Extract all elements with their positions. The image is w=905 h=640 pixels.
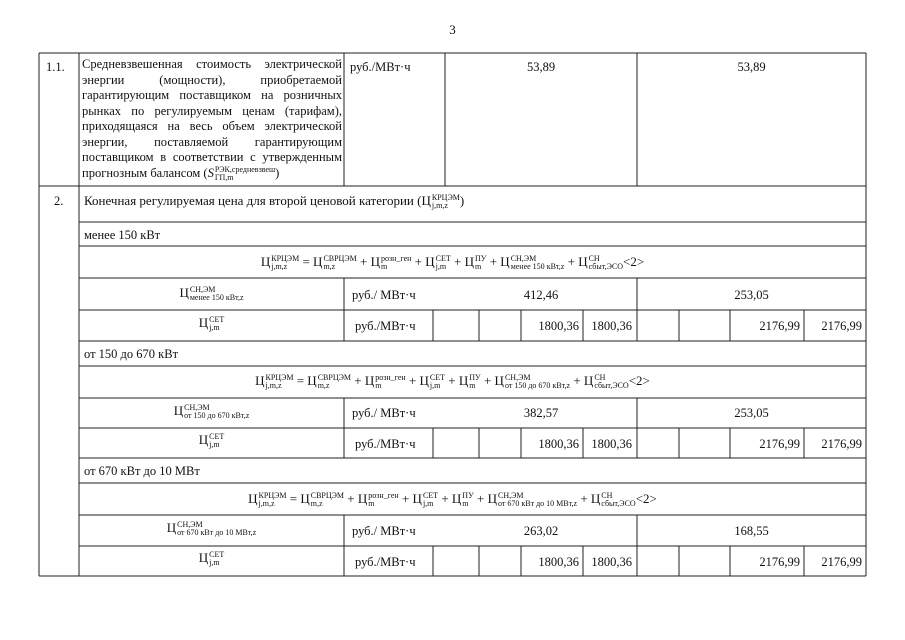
sn-label-2-sub: от 150 до 670 кВт,z — [184, 411, 250, 421]
set-label-3-sup: СЕТ — [209, 550, 225, 560]
unit-3a: руб./ МВт·ч — [352, 524, 416, 538]
set-value-1c: 2176,99 — [759, 319, 800, 333]
set-label-3-sub: j,m — [209, 558, 220, 568]
formula-t1-sup: СВРЦЭМ — [310, 491, 345, 501]
set-label-1-sub: j,m — [209, 323, 220, 333]
formula-t4-sup: ПУ — [462, 491, 474, 501]
range-label-1: менее 150 кВт — [84, 228, 161, 242]
sn-label-3-sup: СН,ЭМ — [177, 520, 203, 530]
formula-t3-sub: j,m — [422, 499, 434, 509]
sn-label-3-sub: от 670 кВт до 10 МВт,z — [177, 528, 257, 538]
formula-t4-sub: m — [462, 499, 469, 509]
sn-label-2-scripts — [184, 404, 249, 420]
unit-1b: руб./МВт·ч — [355, 319, 416, 333]
set-label-1: Ц СЕТ j,m — [198, 315, 225, 333]
formula-lhs-sub: j,m,z — [271, 262, 288, 272]
formula-t6-sup: СН — [601, 491, 613, 501]
row-1-1-unit: руб./МВт·ч — [350, 60, 411, 74]
symbol-s-scripts — [215, 166, 275, 182]
formula-t6 — [589, 255, 623, 271]
unit-3b: руб./МВт·ч — [355, 555, 416, 569]
formula-t5 — [511, 255, 565, 271]
set-label-1-sup: СЕТ — [209, 315, 225, 325]
formula-3: Ц КРЦЭМ j,m,z = Ц СВРЦЭМ m,z + Ц розн_ген m + Ц СЕТ j,m + Ц ПУ m + Ц СН,ЭМ от 670 кВт до 10 МВт,z + Ц СН сбыт,ЭСО <2> — [248, 491, 657, 509]
formula-t3-sub: j,m — [435, 262, 447, 272]
set-value-2b: 1800,36 — [591, 437, 632, 451]
row-number-1-1: 1.1. — [46, 60, 65, 74]
range-label-3: от 670 кВт до 10 МВт — [84, 464, 200, 478]
set-value-3a: 1800,36 — [538, 555, 579, 569]
formula-t5-sup: СН,ЭМ — [510, 254, 537, 264]
set-value-2c: 2176,99 — [759, 437, 800, 451]
set-value-3b: 1800,36 — [591, 555, 632, 569]
formula-t3-sub: j,m — [429, 381, 441, 391]
formula-t2-sup: розн_ген — [380, 254, 412, 264]
formula-t1 — [323, 255, 356, 271]
formula-t5 — [505, 374, 570, 390]
formula-t1-sub: m,z — [310, 499, 323, 509]
formula-lhs-sub: j,m,z — [265, 381, 282, 391]
formula-t5-sub: от 670 кВт до 10 МВт,z — [497, 499, 578, 509]
sn-value-2b: 253,05 — [734, 406, 769, 420]
row-1-1-description-text: Средневзвешенная стоимость электрической энергии (мощности), приобретаемой гарантирующим поставщиком на розничных рынках по регулируемым ценам (тарифам), приходящаяся на весь объем электрической энергии, поставляемой гарантирующим поставщиком в соответствии с утвержденным прогнозным балансом ( — [82, 57, 342, 180]
formula-t3 — [436, 255, 451, 271]
formula-t6 — [601, 492, 635, 508]
formula-t5-sup: СН,ЭМ — [497, 491, 524, 501]
sn-value-3a: 263,02 — [523, 524, 559, 538]
set-label-2: Ц СЕТ j,m — [198, 432, 225, 450]
formula-1: Ц КРЦЭМ j,m,z = Ц СВРЦЭМ m,z + Ц розн_ген m + Ц СЕТ j,m + Ц ПУ m + Ц СН,ЭМ менее 150 кВт,z + Ц СН сбыт,ЭСО <2> — [260, 254, 645, 272]
row-2-title-sup: КРЦЭМ — [431, 193, 460, 203]
sn-label-1-sup: СН,ЭМ — [189, 285, 216, 295]
unit-2b: руб./МВт·ч — [355, 437, 416, 451]
row-1-1-description: Средневзвешенная стоимость электрической энергии (мощности), приобретаемой гарантирующим поставщиком на розничных рынках по регулируемым ценам (тарифам), приходящаяся на весь объем электрической энергии, поставляемой гарантирующим поставщиком в соответствии с утвержденным прогнозным балансом (S РЭК,средневзвеш ГП,m ) — [82, 57, 342, 182]
formula-t4 — [469, 374, 480, 390]
formula-t4-sup: ПУ — [475, 254, 487, 264]
formula-t1-sub: m,z — [323, 262, 336, 272]
formula-t2-sup: розн_ген — [375, 373, 406, 383]
formula-t2 — [375, 374, 405, 390]
formula-t2 — [368, 492, 398, 508]
formula-t5 — [498, 492, 577, 508]
formula-t4 — [462, 492, 473, 508]
sn-label-2-sup: СН,ЭМ — [184, 403, 210, 413]
sn-value-2a: 382,57 — [523, 406, 559, 420]
formula-t5-sub: менее 150 кВт,z — [510, 262, 565, 272]
set-value-1d: 2176,99 — [821, 319, 862, 333]
formula-lhs-sup: КРЦЭМ — [258, 491, 287, 501]
formula-t5-sub: от 150 до 670 кВт,z — [504, 381, 571, 391]
formula-t3 — [430, 374, 445, 390]
sn-label-1-scripts — [190, 286, 244, 302]
formula-t2-sub: m — [368, 499, 375, 509]
formula-t2-sub: m — [375, 381, 382, 391]
row-2-title: Конечная регулируемая цена для второй ценовой категории (Ц КРЦЭМ j,m,z ) — [84, 193, 465, 211]
row-2-title-scripts — [432, 194, 460, 210]
formula-note: <2> — [622, 254, 645, 269]
formula-lhs-sub: j,m,z — [258, 499, 275, 509]
formula-t6-sub: сбыт,ЭСО — [594, 381, 629, 391]
set-label-3-scripts — [209, 551, 224, 567]
formula-lhs-scripts — [266, 374, 294, 390]
formula-t6 — [594, 374, 628, 390]
sn-value-3b: 168,55 — [734, 524, 769, 538]
set-label-2-sub: j,m — [209, 440, 220, 450]
formula-lhs-sup: КРЦЭМ — [265, 373, 294, 383]
set-value-2d: 2176,99 — [821, 437, 862, 451]
formula-t1 — [311, 492, 344, 508]
sn-value-1b: 253,05 — [734, 288, 769, 302]
formula-t3 — [423, 492, 438, 508]
formula-lhs-sup: КРЦЭМ — [271, 254, 300, 264]
formula-t4-sup: ПУ — [469, 373, 481, 383]
sn-label-2: Ц СН,ЭМ от 150 до 670 кВт,z — [173, 403, 250, 421]
formula-t6-sup: СН — [588, 254, 600, 264]
set-label-1-scripts — [209, 316, 224, 332]
row-1-1-value-1: 53,89 — [526, 60, 556, 74]
set-label-2-scripts — [209, 433, 224, 449]
formula-t1-sup: СВРЦЭМ — [317, 373, 351, 383]
symbol-s-sub: ГП,m — [214, 172, 234, 182]
set-value-3d: 2176,99 — [821, 555, 862, 569]
formula-t2-sub: m — [380, 262, 388, 272]
symbol-s: S — [207, 165, 214, 180]
symbol-s-sup: РЭК,средневзвеш — [214, 164, 276, 174]
sn-label-1-sub: менее 150 кВт,z — [189, 293, 244, 303]
row-2-title-sub: j,m,z — [431, 201, 448, 211]
formula-t2 — [381, 255, 411, 271]
row-2-title-text: Конечная регулируемая цена для второй ценовой категории (Ц — [84, 193, 431, 208]
formula-2: Ц КРЦЭМ j,m,z = Ц СВРЦЭМ m,z + Ц розн_ген m + Ц СЕТ j,m + Ц ПУ m + Ц СН,ЭМ от 150 до 670 кВт,z + Ц СН сбыт,ЭСО <2> — [255, 373, 650, 391]
formula-note: <2> — [635, 491, 657, 506]
row-1-1-value-2: 53,89 — [737, 60, 766, 74]
set-value-3c: 2176,99 — [759, 555, 800, 569]
set-value-1a: 1800,36 — [538, 319, 579, 333]
formula-t6-sub: сбыт,ЭСО — [601, 499, 636, 509]
sn-value-1a: 412,46 — [523, 288, 559, 302]
formula-t6-sub: сбыт,ЭСО — [588, 262, 623, 272]
set-label-2-sup: СЕТ — [209, 432, 225, 442]
formula-t1 — [318, 374, 351, 390]
formula-lhs: Ц — [260, 254, 271, 269]
unit-2a: руб./ МВт·ч — [352, 406, 416, 420]
formula-lhs: Ц — [255, 373, 265, 388]
formula-lhs: Ц — [248, 491, 258, 506]
formula-t4-sub: m — [469, 381, 476, 391]
formula-t3-sup: СЕТ — [429, 373, 446, 383]
unit-1a: руб./ МВт·ч — [352, 288, 416, 302]
set-value-1b: 1800,36 — [591, 319, 632, 333]
range-label-2: от 150 до 670 кВт — [84, 347, 179, 361]
row-number-2: 2. — [54, 194, 64, 208]
formula-t1-sup: СВРЦЭМ — [323, 254, 357, 264]
set-label-3: Ц СЕТ j,m — [198, 550, 225, 568]
formula-t6-sup: СН — [594, 373, 606, 383]
formula-lhs-scripts — [271, 255, 299, 271]
formula-lhs-scripts — [259, 492, 287, 508]
formula-t3-sup: СЕТ — [422, 491, 439, 501]
formula-t4 — [475, 255, 486, 271]
page-number: 3 — [449, 22, 456, 37]
formula-t3-sup: СЕТ — [435, 254, 451, 264]
formula-t5-sup: СН,ЭМ — [504, 373, 531, 383]
formula-t4-sub: m — [475, 262, 482, 272]
formula-note: <2> — [628, 373, 650, 388]
set-value-2a: 1800,36 — [538, 437, 579, 451]
sn-label-1: Ц СН,ЭМ менее 150 кВт,z — [179, 285, 244, 303]
formula-t1-sub: m,z — [317, 381, 330, 391]
formula-t2-sup: розн_ген — [368, 491, 399, 501]
sn-label-3-scripts — [177, 521, 256, 537]
sn-label-3: Ц СН,ЭМ от 670 кВт до 10 МВт,z — [166, 520, 257, 538]
